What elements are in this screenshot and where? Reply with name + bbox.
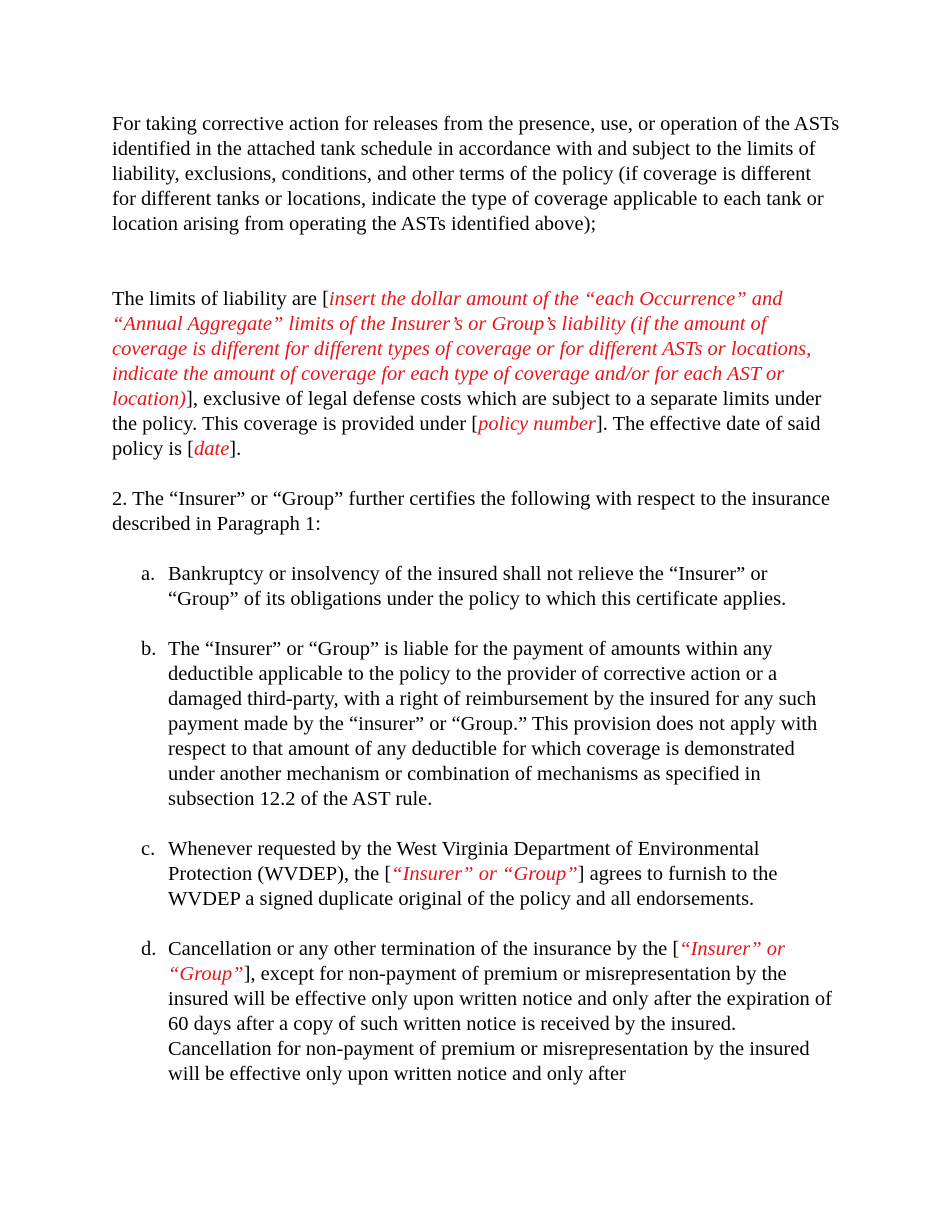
paragraph-2-certification: 2. The “Insurer” or “Group” further certifies the following with respect to the insurance described in Paragraph 1: bbox=[112, 488, 830, 535]
item-d-text-2: ], except for non-payment of premium or misrepresentation by the insured will be effective only upon written notice and only after the expiration of 60 days after a copy of such written notice is received by the insured. Cancellation for non-payment of premium or misrepresentation by the insured will be effective only upon written notice and only after bbox=[168, 963, 832, 1085]
list-item-c-text bbox=[168, 838, 777, 910]
list-item-c bbox=[112, 837, 840, 912]
item-c-text-1: Whenever requested by the West Virginia Department of Environmental Protection (WVDEP), the [ bbox=[168, 838, 760, 885]
list-item-a bbox=[112, 562, 840, 612]
list-marker-d: d. bbox=[141, 938, 157, 960]
insert-dollar-amount-placeholder: insert the dollar amount of the “each Occurrence” and “Annual Aggregate” limits of the Insurer’s or Group’s liability (if the amount of coverage is different for different types of coverage or for different ASTs or locations, indicate the amount of coverage for each type of coverage and/or for each AST or location) bbox=[112, 288, 812, 410]
limits-text-2: ], exclusive of legal defense costs which are subject to a separate limits under the policy. This coverage is provided under [ bbox=[112, 388, 822, 435]
limits-text-3: ]. The effective date of said policy is [ bbox=[112, 413, 821, 460]
limits-text-1: The limits of liability are [ bbox=[112, 288, 329, 310]
list-marker-b: b. bbox=[141, 638, 157, 660]
list-item-b-text: The “Insurer” or “Group” is liable for the payment of amounts within any deductible applicable to the policy to the provider of corrective action or a damaged third-party, with a right of reimbursement by the insured for any such payment made by the “insurer” or “Group.” This provision does not apply with respect to that amount of any deductible for which coverage is demonstrated under another mechanism or combination of mechanisms as specified in subsection 12.2 of the AST rule. bbox=[168, 638, 818, 810]
insert-policy-number-placeholder: policy number bbox=[478, 413, 596, 435]
list-item-a-text: Bankruptcy or insolvency of the insured shall not relieve the “Insurer” or “Group” of its obligations under the policy to which this certificate applies. bbox=[168, 563, 787, 610]
list-item-b bbox=[112, 637, 840, 812]
paragraph-limits-of-liability bbox=[112, 287, 840, 462]
document-page bbox=[112, 112, 840, 1112]
paragraph-corrective-action: For taking corrective action for releases from the presence, use, or operation of the ASTs identified in the attached tank schedule in accordance with and subject to the limits of liability, exclusions, conditions, and other terms of the policy (if coverage is different for different tanks or locations, indicate the type of coverage applicable to each tank or location arising from operating the ASTs identified above); bbox=[112, 113, 840, 235]
insert-insurer-or-group-placeholder: “Insurer” or “Group” bbox=[391, 863, 578, 885]
list-marker-a: a. bbox=[141, 563, 156, 585]
list-item-d bbox=[112, 937, 840, 1087]
certification-list bbox=[112, 562, 840, 1087]
insert-insurer-or-group-placeholder: “Insurer” or “Group” bbox=[168, 938, 785, 985]
item-d-text-1: Cancellation or any other termination of the insurance by the [ bbox=[168, 938, 680, 960]
list-item-d-text bbox=[168, 938, 832, 1085]
list-marker-c: c. bbox=[141, 838, 156, 860]
limits-text-4: ]. bbox=[229, 438, 242, 460]
item-c-text-2: ] agrees to furnish to the WVDEP a signed duplicate original of the policy and all endorsements. bbox=[168, 863, 778, 910]
insert-date-placeholder: date bbox=[194, 438, 230, 460]
